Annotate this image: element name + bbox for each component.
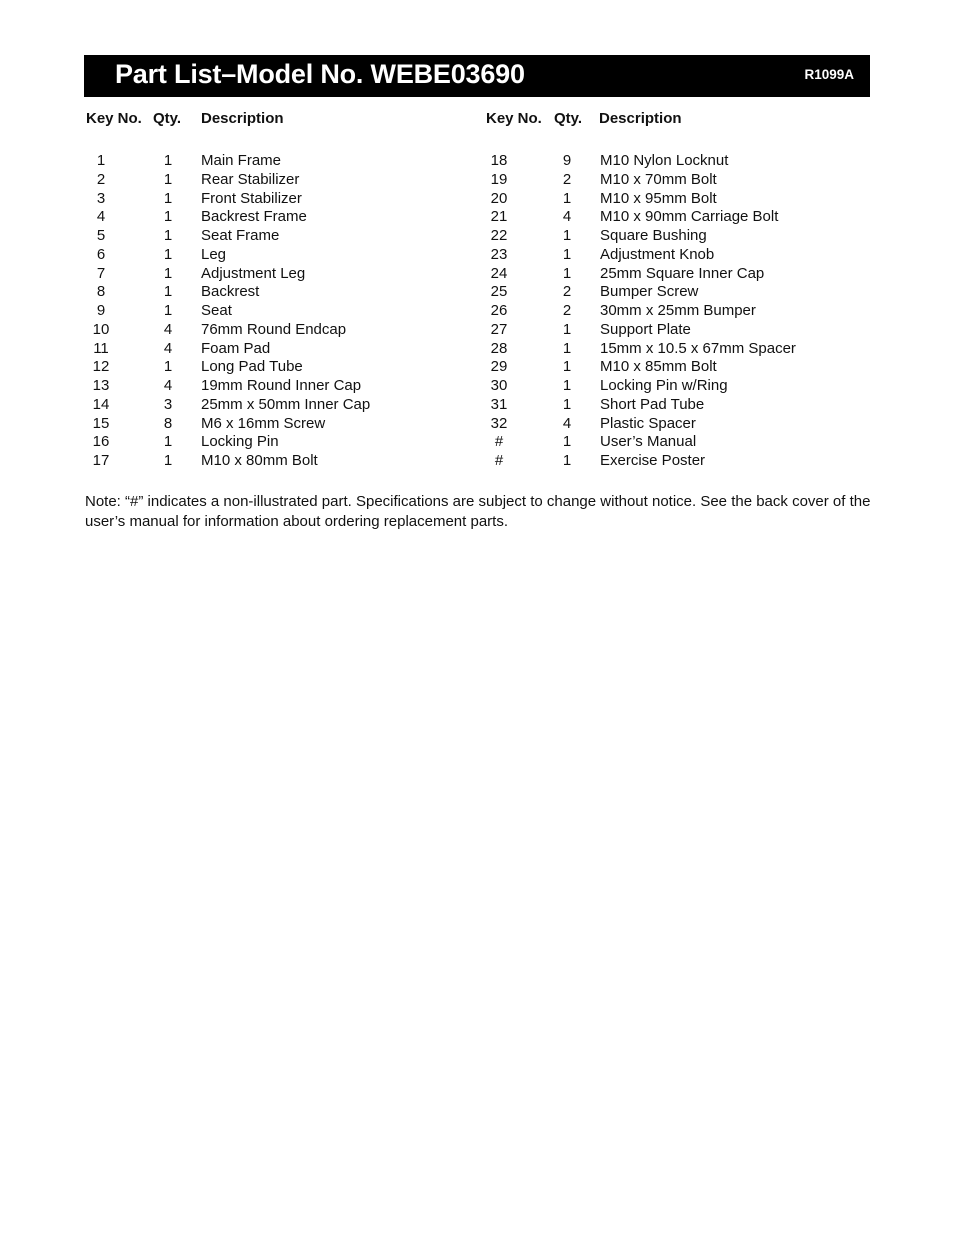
part-key-no: 21 [490,208,508,226]
part-key-no: 26 [490,302,508,319]
part-row [86,246,476,265]
part-key-no: 22 [490,227,508,244]
part-row [486,415,876,434]
part-row [486,321,876,340]
part-description: Backrest [201,283,260,301]
part-key-no: 3 [96,189,106,207]
part-key-no: 24 [490,264,508,282]
part-description: Leg [201,245,227,263]
part-qty: 1 [163,152,173,169]
part-description: Seat [201,302,232,319]
part-description: Bumper Screw [600,283,699,301]
part-qty: 1 [562,358,572,376]
part-key-no: 2 [96,170,106,188]
part-key-no: 9 [96,302,106,319]
part-description: 76mm Round Endcap [201,320,347,338]
part-row [486,190,876,209]
part-row [86,415,476,434]
part-key-no: 25 [490,283,508,301]
part-description: Plastic Spacer [600,414,696,432]
part-row [86,358,476,377]
part-description: M10 x 85mm Bolt [600,358,717,376]
part-qty: 1 [562,395,572,413]
part-key-no: 7 [96,264,106,282]
part-row [486,246,876,265]
part-row [86,321,476,340]
part-qty: 1 [562,264,572,282]
part-key-no: 29 [490,358,508,376]
part-description: M10 x 70mm Bolt [600,170,717,188]
part-qty: 1 [163,189,173,207]
part-qty: 4 [562,414,572,432]
part-description: 25mm Square Inner Cap [600,264,765,282]
part-key-no: 20 [490,189,508,207]
part-qty: 3 [163,395,173,413]
part-row [86,377,476,396]
part-row [486,152,876,171]
part-description: Main Frame [201,152,282,169]
header-key-no: Key No. [486,110,542,127]
part-row [86,396,476,415]
part-key-no: 1 [96,152,106,169]
part-description: M10 x 95mm Bolt [600,189,717,207]
document-code: R1099A [804,67,854,82]
part-row [486,377,876,396]
part-key-no: # [494,452,504,469]
part-key-no: 31 [490,395,508,413]
part-key-no: # [494,433,504,451]
part-description: 19mm Round Inner Cap [201,377,362,394]
part-key-no: 18 [490,152,508,169]
part-row [86,452,476,471]
part-key-no: 14 [92,395,110,413]
footnote: Note: “#” indicates a non-illustrated part. Specifications are subject to change without notice. See the back cover of the user’s manual for information about ordering replacement parts. [85,493,871,530]
parts-rows-left [86,152,476,471]
part-row [486,208,876,227]
part-row [486,340,876,359]
part-qty: 2 [562,283,572,301]
part-description: 15mm x 10.5 x 67mm Spacer [600,339,796,357]
part-qty: 9 [562,152,572,169]
part-key-no: 10 [92,320,110,338]
part-qty: 1 [562,452,572,469]
part-row [86,265,476,284]
part-description: Short Pad Tube [600,395,705,413]
part-description: 30mm x 25mm Bumper [600,302,756,319]
part-description: Square Bushing [600,227,707,244]
part-description: Front Stabilizer [201,189,302,207]
part-key-no: 19 [490,170,508,188]
part-qty: 2 [562,302,572,319]
part-qty: 1 [163,452,173,469]
part-row [86,340,476,359]
header-description: Description [599,110,682,127]
part-key-no: 27 [490,320,508,338]
part-qty: 1 [163,302,173,319]
part-qty: 1 [163,358,173,376]
part-row [86,227,476,246]
part-qty: 4 [163,377,173,394]
header-qty: Qty. [153,110,182,127]
part-qty: 1 [562,433,572,451]
part-description: Support Plate [600,320,691,338]
part-row [486,283,876,302]
header-qty: Qty. [554,110,583,127]
part-description: Adjustment Leg [201,264,306,282]
part-description: Locking Pin [201,433,279,451]
part-qty: 1 [163,227,173,244]
part-qty: 1 [562,339,572,357]
part-key-no: 15 [92,414,110,432]
part-row [486,433,876,452]
part-description: Exercise Poster [600,452,706,469]
part-key-no: 23 [490,245,508,263]
part-qty: 4 [562,208,572,226]
part-row [486,452,876,471]
part-qty: 1 [562,245,572,263]
part-key-no: 17 [92,452,110,469]
part-row [86,190,476,209]
title-banner [84,55,870,97]
part-qty: 1 [163,283,173,301]
part-key-no: 8 [96,283,106,301]
part-qty: 1 [163,170,173,188]
part-description: M10 x 80mm Bolt [201,452,318,469]
part-description: User’s Manual [600,433,697,451]
column-headers [86,110,476,130]
part-key-no: 12 [92,358,110,376]
part-key-no: 28 [490,339,508,357]
part-description: M10 Nylon Locknut [600,152,729,169]
part-row [86,302,476,321]
part-description: Rear Stabilizer [201,170,300,188]
part-row [86,152,476,171]
part-key-no: 30 [490,377,508,394]
part-key-no: 32 [490,414,508,432]
part-key-no: 4 [96,208,106,226]
part-description: Long Pad Tube [201,358,303,376]
part-description: Adjustment Knob [600,245,715,263]
part-row [486,302,876,321]
parts-rows-right [486,152,876,471]
part-qty: 1 [163,245,173,263]
part-key-no: 13 [92,377,110,394]
part-row [486,227,876,246]
part-qty: 1 [562,320,572,338]
part-key-no: 6 [96,245,106,263]
part-qty: 8 [163,414,173,432]
part-row [486,171,876,190]
part-qty: 1 [163,208,173,226]
part-key-no: 16 [92,433,110,451]
column-headers [486,110,876,130]
part-key-no: 5 [96,227,106,244]
header-key-no: Key No. [86,110,142,127]
part-description: Foam Pad [201,339,271,357]
part-row [486,358,876,377]
part-description: M10 x 90mm Carriage Bolt [600,208,779,226]
part-qty: 4 [163,320,173,338]
header-description: Description [201,110,284,127]
part-qty: 1 [562,189,572,207]
part-row [486,265,876,284]
page-title: Part List–Model No. WEBE03690 [115,59,525,89]
parts-table-right [486,110,876,469]
part-description: Seat Frame [201,227,280,244]
part-key-no: 11 [93,339,109,357]
part-description: Backrest Frame [201,208,307,226]
part-qty: 1 [163,433,173,451]
part-row [86,208,476,227]
part-qty: 1 [562,227,572,244]
part-row [86,171,476,190]
part-row [486,396,876,415]
part-qty: 4 [163,339,173,357]
parts-table-left [86,110,476,469]
part-description: Locking Pin w/Ring [600,377,728,394]
part-row [86,433,476,452]
part-description: 25mm x 50mm Inner Cap [201,395,371,413]
part-qty: 1 [562,377,572,394]
part-qty: 1 [163,264,173,282]
part-description: M6 x 16mm Screw [201,414,326,432]
part-qty: 2 [562,170,572,188]
part-row [86,283,476,302]
